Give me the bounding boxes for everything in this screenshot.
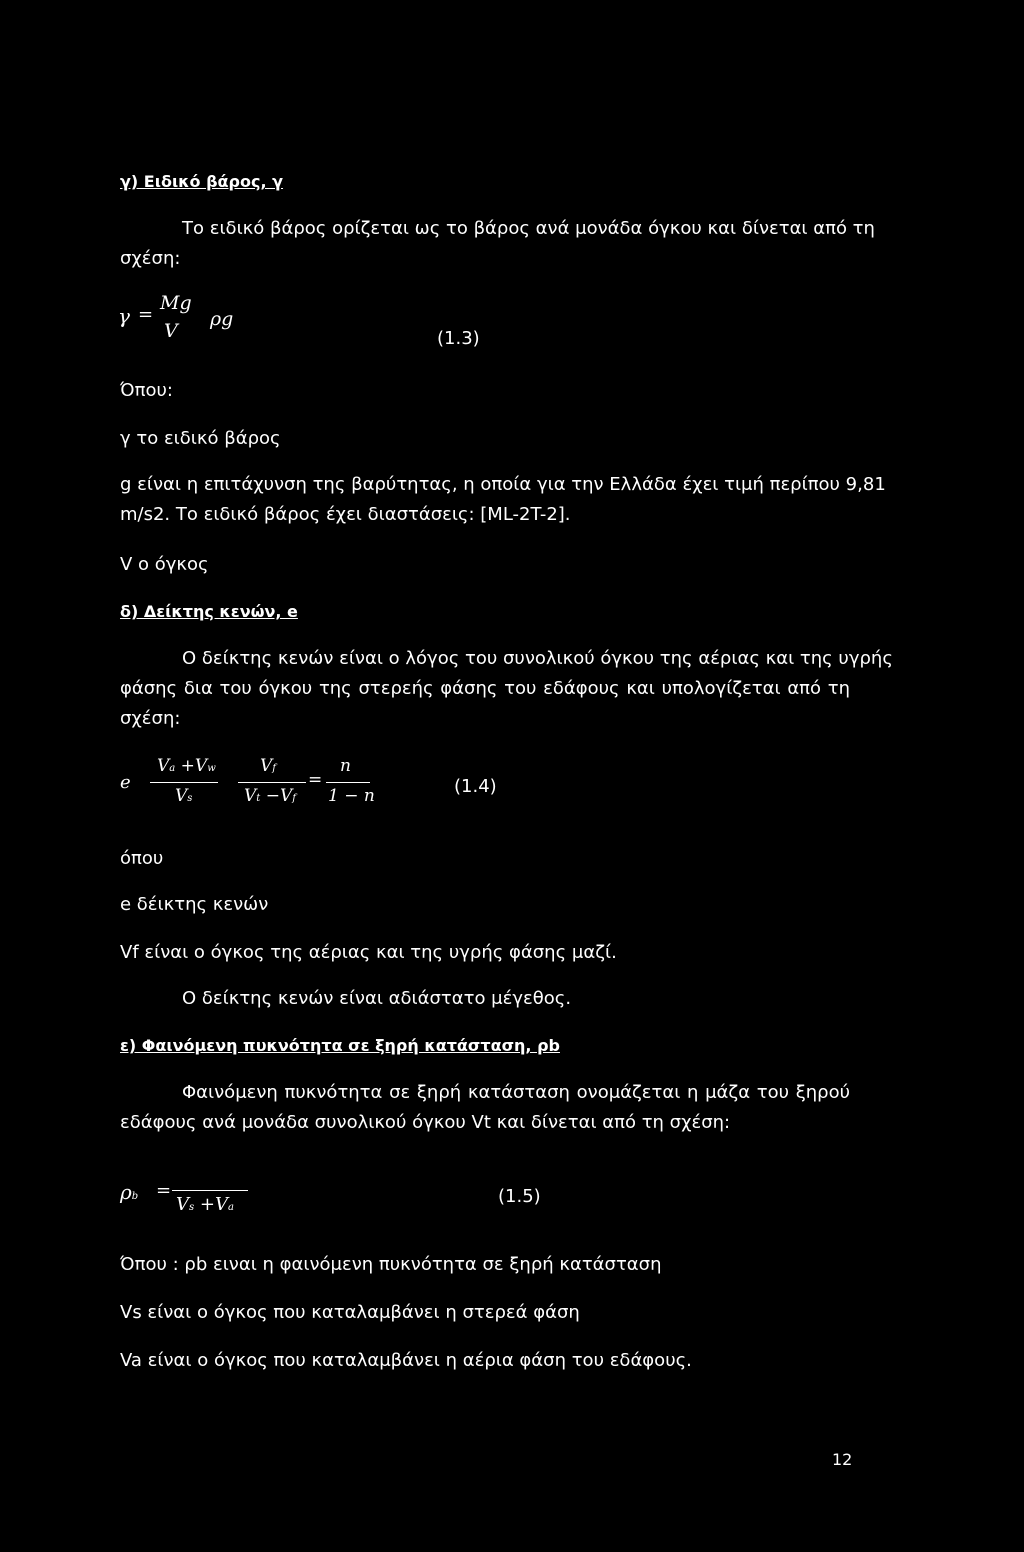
eq-denominator: Vs xyxy=(175,786,193,806)
eq-sign: = xyxy=(308,770,323,790)
equation-number: (1.4) xyxy=(454,776,497,797)
section-heading-specific-weight: γ) Ειδικό βάρος, γ xyxy=(120,172,284,191)
definition-line: Va είναι ο όγκος που καταλαμβάνει η αέρια φάση του εδάφους. xyxy=(120,1350,692,1371)
fraction-bar xyxy=(238,782,306,783)
eq-symbol: γ xyxy=(118,304,130,328)
eq-denominator: Vt −Vf xyxy=(244,786,296,806)
note-line: Ο δείκτης κενών είναι αδιάστατο μέγεθος. xyxy=(182,988,572,1009)
fraction-bar xyxy=(150,782,218,783)
eq-symbol: ρb xyxy=(120,1180,139,1204)
fraction-bar xyxy=(326,782,370,783)
eq-numerator: n xyxy=(340,756,351,776)
eq-numerator: Mg xyxy=(160,292,192,314)
definition-line: γ το ειδικό βάρος xyxy=(120,428,281,449)
equation-number: (1.3) xyxy=(437,328,480,349)
section-heading-bulk-density: ε) Φαινόμενη πυκνότητα σε ξηρή κατάσταση, ρb xyxy=(120,1036,560,1055)
paragraph-line: Ο δείκτης κενών είναι ο λόγος του συνολικού όγκου της αέριας και της υγρής xyxy=(182,648,893,669)
where-label: Όπου: xyxy=(120,380,173,401)
page-number: 12 xyxy=(832,1450,853,1469)
paragraph-line: σχέση: xyxy=(120,708,181,729)
definition-line: Vf είναι ο όγκος της αέριας και της υγρής φάσης μαζί. xyxy=(120,942,617,963)
eq-symbol: e xyxy=(120,772,131,793)
paragraph-line: Φαινόμενη πυκνότητα σε ξηρή κατάσταση ονομάζεται η μάζα του ξηρού xyxy=(182,1082,850,1103)
definition-line: m/s2. Το ειδικό βάρος έχει διαστάσεις: [ML-2T-2]. xyxy=(120,504,571,525)
definition-line: Όπου : ρb ειναι η φαινόμενη πυκνότητα σε ξηρή κατάσταση xyxy=(120,1254,662,1275)
definition-line: V ο όγκος xyxy=(120,554,209,575)
eq-term: ρg xyxy=(210,308,234,330)
paragraph-line: σχέση: xyxy=(120,248,181,269)
definition-line: g είναι η επιτάχυνση της βαρύτητας, η οποία για την Ελλάδα έχει τιμή περίπου 9,81 xyxy=(120,474,886,495)
paragraph-line: Το ειδικό βάρος ορίζεται ως το βάρος ανά μονάδα όγκου και δίνεται από τη xyxy=(182,218,875,239)
definition-line: e δέικτης κενών xyxy=(120,894,269,915)
definition-line: Vs είναι ο όγκος που καταλαμβάνει η στερεά φάση xyxy=(120,1302,580,1323)
equation-number: (1.5) xyxy=(498,1186,541,1207)
eq-denominator: Vs +Va xyxy=(176,1194,234,1215)
section-heading-void-ratio: δ) Δείκτης κενών, e xyxy=(120,602,298,621)
eq-denominator: V xyxy=(164,320,178,342)
eq-sign: = xyxy=(138,304,154,325)
fraction-bar xyxy=(172,1190,248,1191)
eq-sign: = xyxy=(156,1180,172,1201)
paragraph-line: εδάφους ανά μονάδα συνολικού όγκου Vt και δίνεται από τη σχέση: xyxy=(120,1112,731,1133)
eq-numerator: Va +Vw xyxy=(157,756,216,776)
paragraph-line: φάσης δια του όγκου της στερεής φάσης του εδάφους και υπολογίζεται από τη xyxy=(120,678,850,699)
eq-denominator: 1 − n xyxy=(328,786,375,806)
eq-numerator: Vf xyxy=(260,756,276,776)
where-label: όπου xyxy=(120,848,164,869)
